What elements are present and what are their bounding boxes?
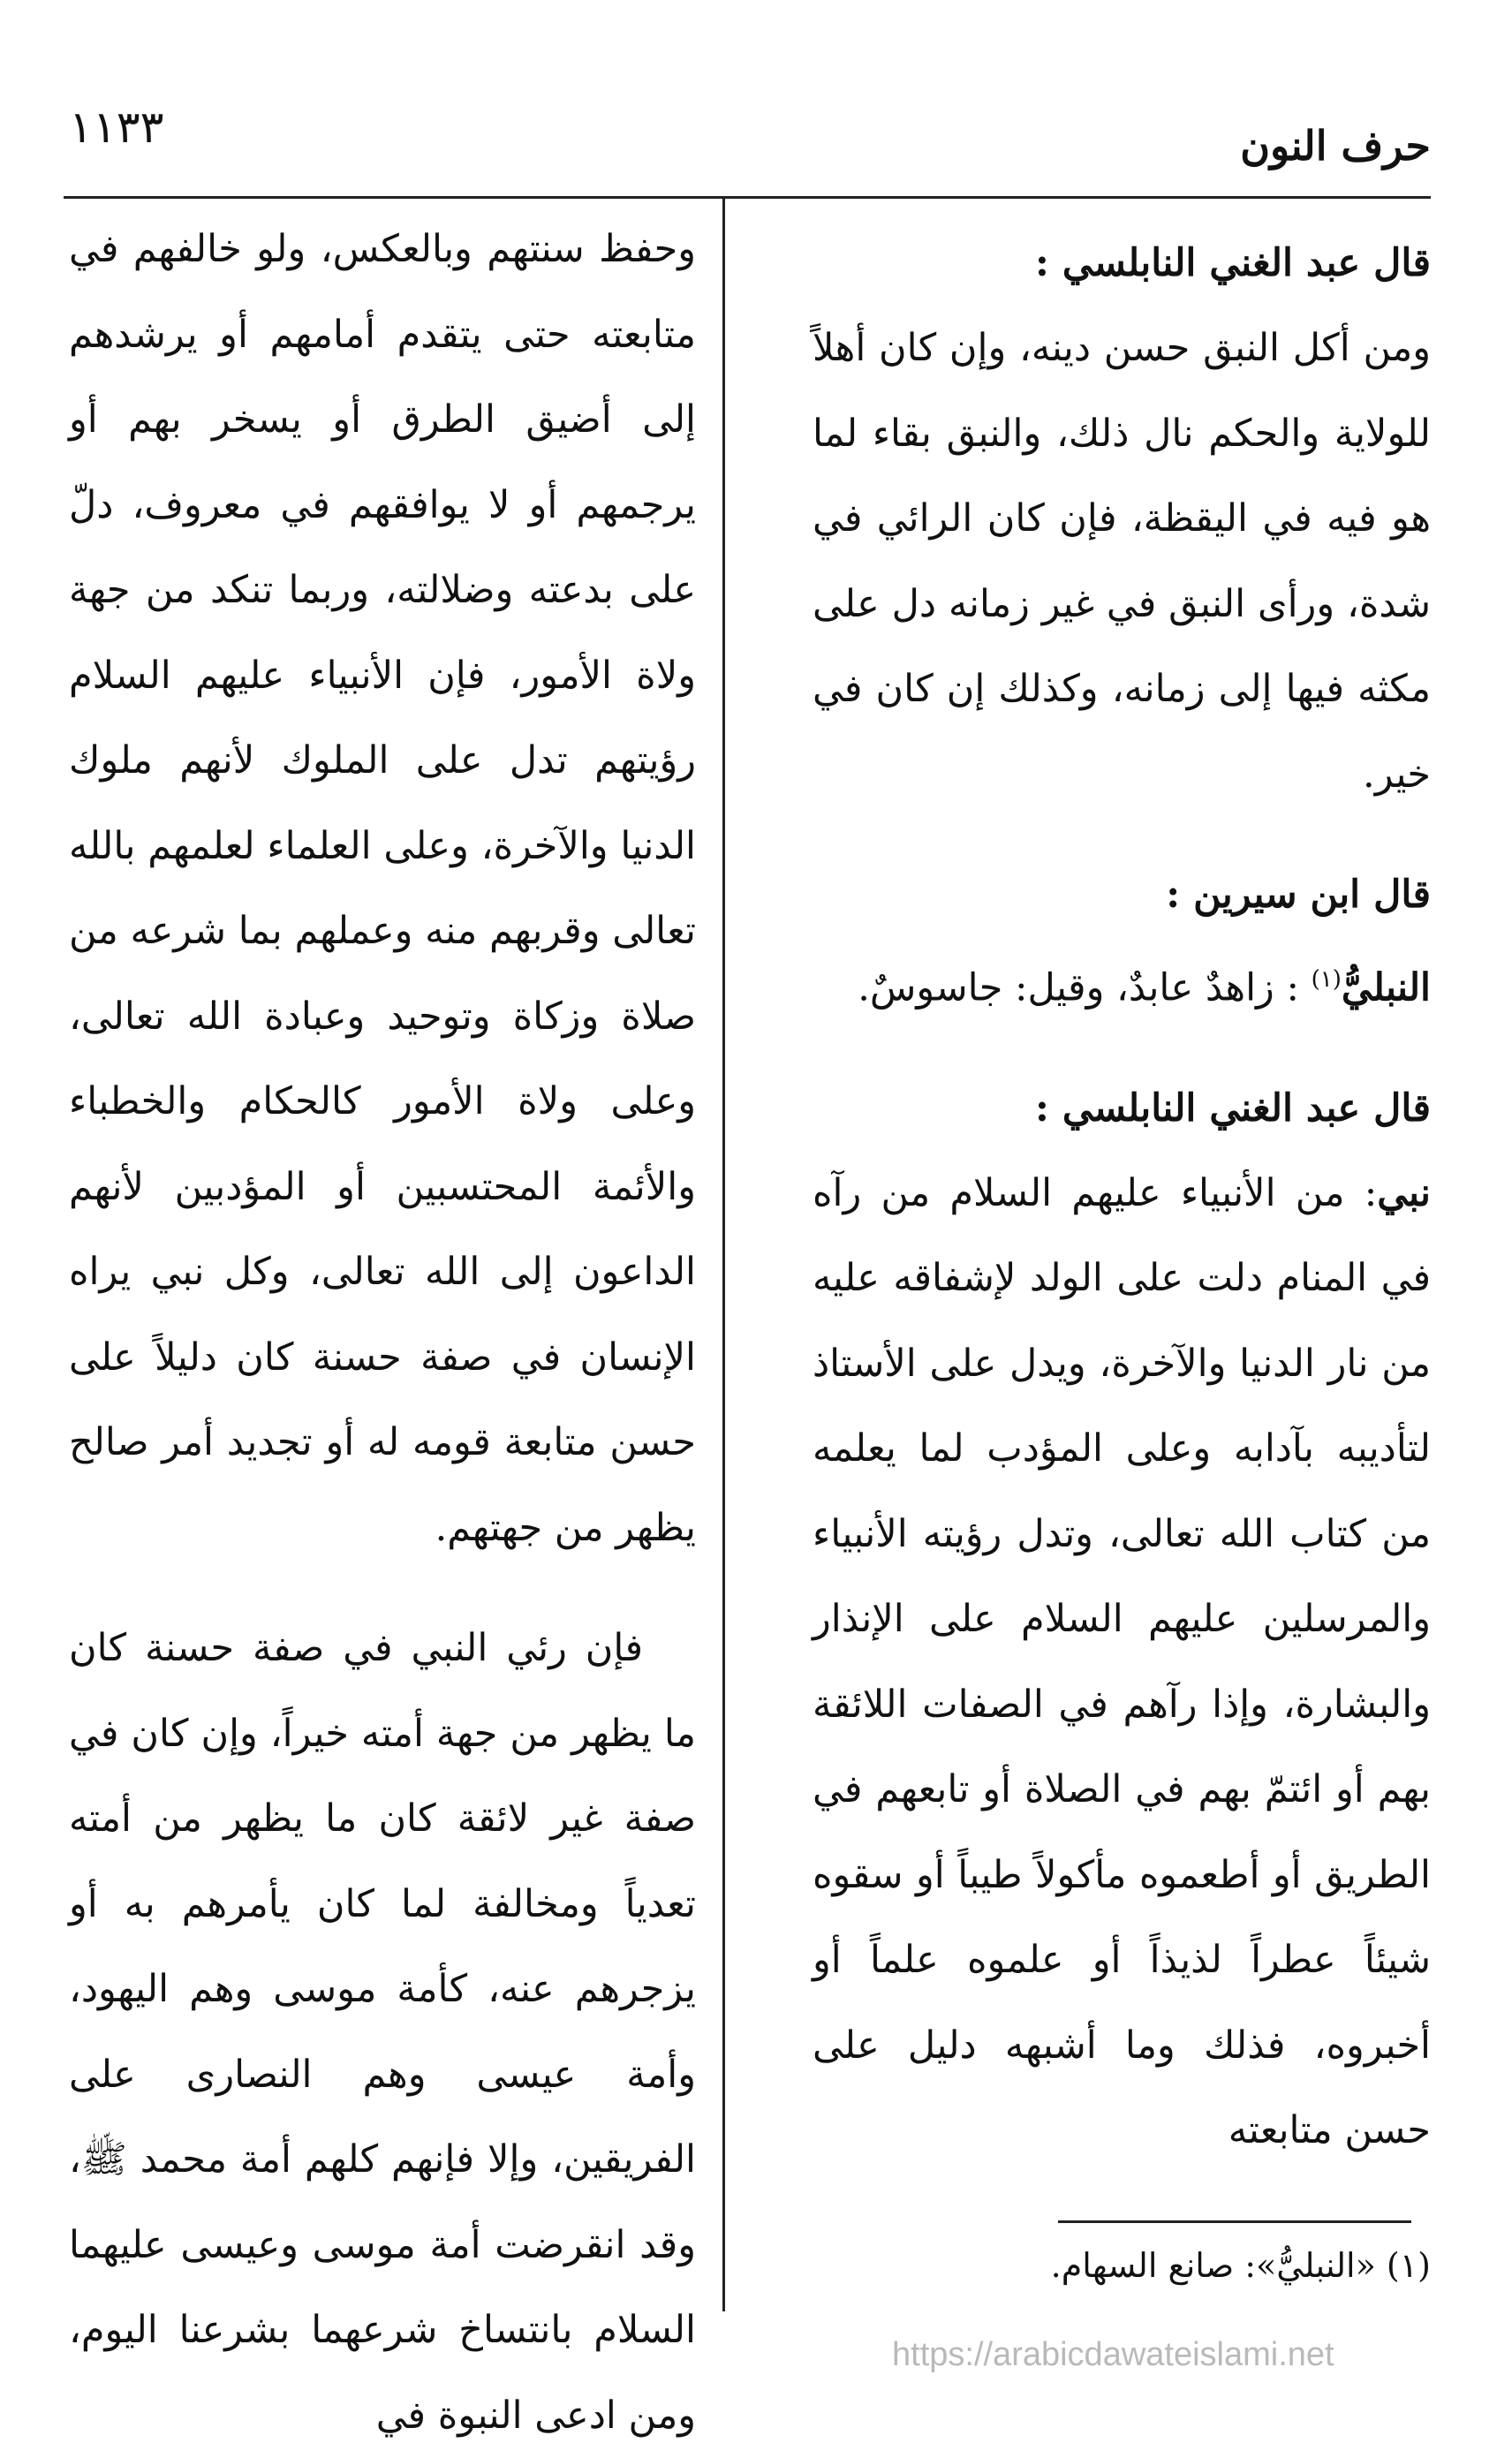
entry-term: نبي [1377,1170,1431,1215]
right-column [813,221,1431,2174]
section-heading: قال عبد الغني النابلسي : [1035,1085,1431,1131]
footnote-rule [1058,2220,1411,2223]
running-head: حرف النون [1240,122,1431,170]
section-heading: قال ابن سيرين : [1166,873,1431,917]
section-heading: قال عبد الغني النابلسي : [1035,241,1431,285]
footnote-ref: (١) [1311,966,1342,993]
column-divider [722,196,725,2311]
paragraph: ومن أكل النبق حسن دينه، وإن كان أهلاً للولاية والحكم نال ذلك، والنبق بقاء لما هو فيه في اليقظة، فإن كان الرائي في شدة، ورأى النبق في غير زمانه دل على مكثه فيها إلى زمانه، وكذلك إن كان في خير. [813,326,1431,797]
entry-text: : زاهدٌ عابدٌ، وقيل: جاسوسٌ. [858,965,1312,1010]
left-column [69,207,696,2458]
paragraph: فإن رئي النبي في صفة حسنة كان ما يظهر من جهة أمته خيراً، وإن كان في صفة غير لائقة كان ما يظهر من أمته تعدياً ومخالفة لما كان يأمرهم به أو يزجرهم عنه، كأمة موسى وهم اليهود، وأمة عيسى وهم النصارى على الفريقين، وإلا فإنهم كلهم أمة محمد ﷺ، وقد انقرضت أمة موسى وعيسى عليهما السلام بانتساخ شرعهما بشرعنا اليوم، ومن ادعى النبوة في [69,1626,696,2438]
paragraph [813,1151,1431,2174]
paragraph [813,937,1431,1031]
paragraph: وحفظ سنتهم وبالعكس، ولو خالفهم في متابعته حتى يتقدم أمامهم أو يرشدهم إلى أضيق الطرق أو يسخر بهم أو يرجمهم أو لا يوافقهم في معروف، دلّ على بدعته وضلالته، وربما تنكد من جهة ولاة الأمور، فإن الأنبياء عليهم السلام رؤيتهم تدل على الملوك لأنهم ملوك الدنيا والآخرة، وعلى العلماء لعلمهم بالله تعالى وقربهم منه وعملهم بما شرعه من صلاة وزكاة وتوحيد وعبادة الله تعالى، وعلى ولاة الأمور كالحكام والخطباء والأئمة المحتسبين أو المؤدبين لأنهم الداعون إلى الله تعالى، وكل نبي يراه الإنسان في صفة حسنة كان دليلاً على حسن متابعة قومه له أو تجديد أمر صالح يظهر من جهتهم. [69,227,696,1550]
page-number: ١١٣٣ [69,102,164,153]
header-rule [64,196,1431,199]
entry-text: : من الأنبياء عليهم السلام من رآه في المنام دلت على الولد لإشفاقه عليه من نار الدنيا والآخرة، ويدل على الأستاذ لتأديبه بآدابه وعلى المؤدب لما يعلمه من كتاب الله تعالى، وتدل رؤيته الأنبياء والمرسلين عليهم السلام على الإنذار والبشارة، وإذا رآهم في الصفات اللائقة بهم أو ائتمّ بهم في الصلاة أو تابعهم في الطريق أو أطعموه مأكولاً طيباً أو سقوه شيئاً عطراً لذيذاً أو علموه علماً أو أخبروه، فذلك وما أشبهه دليل على حسن متابعته [813,1170,1431,2153]
watermark: https://arabicdawateislami.net [892,2336,1334,2373]
footnote: (١) «النبليُّ»: صانع السهام. [1050,2246,1431,2285]
entry-term: النبليُّ [1341,965,1431,1010]
